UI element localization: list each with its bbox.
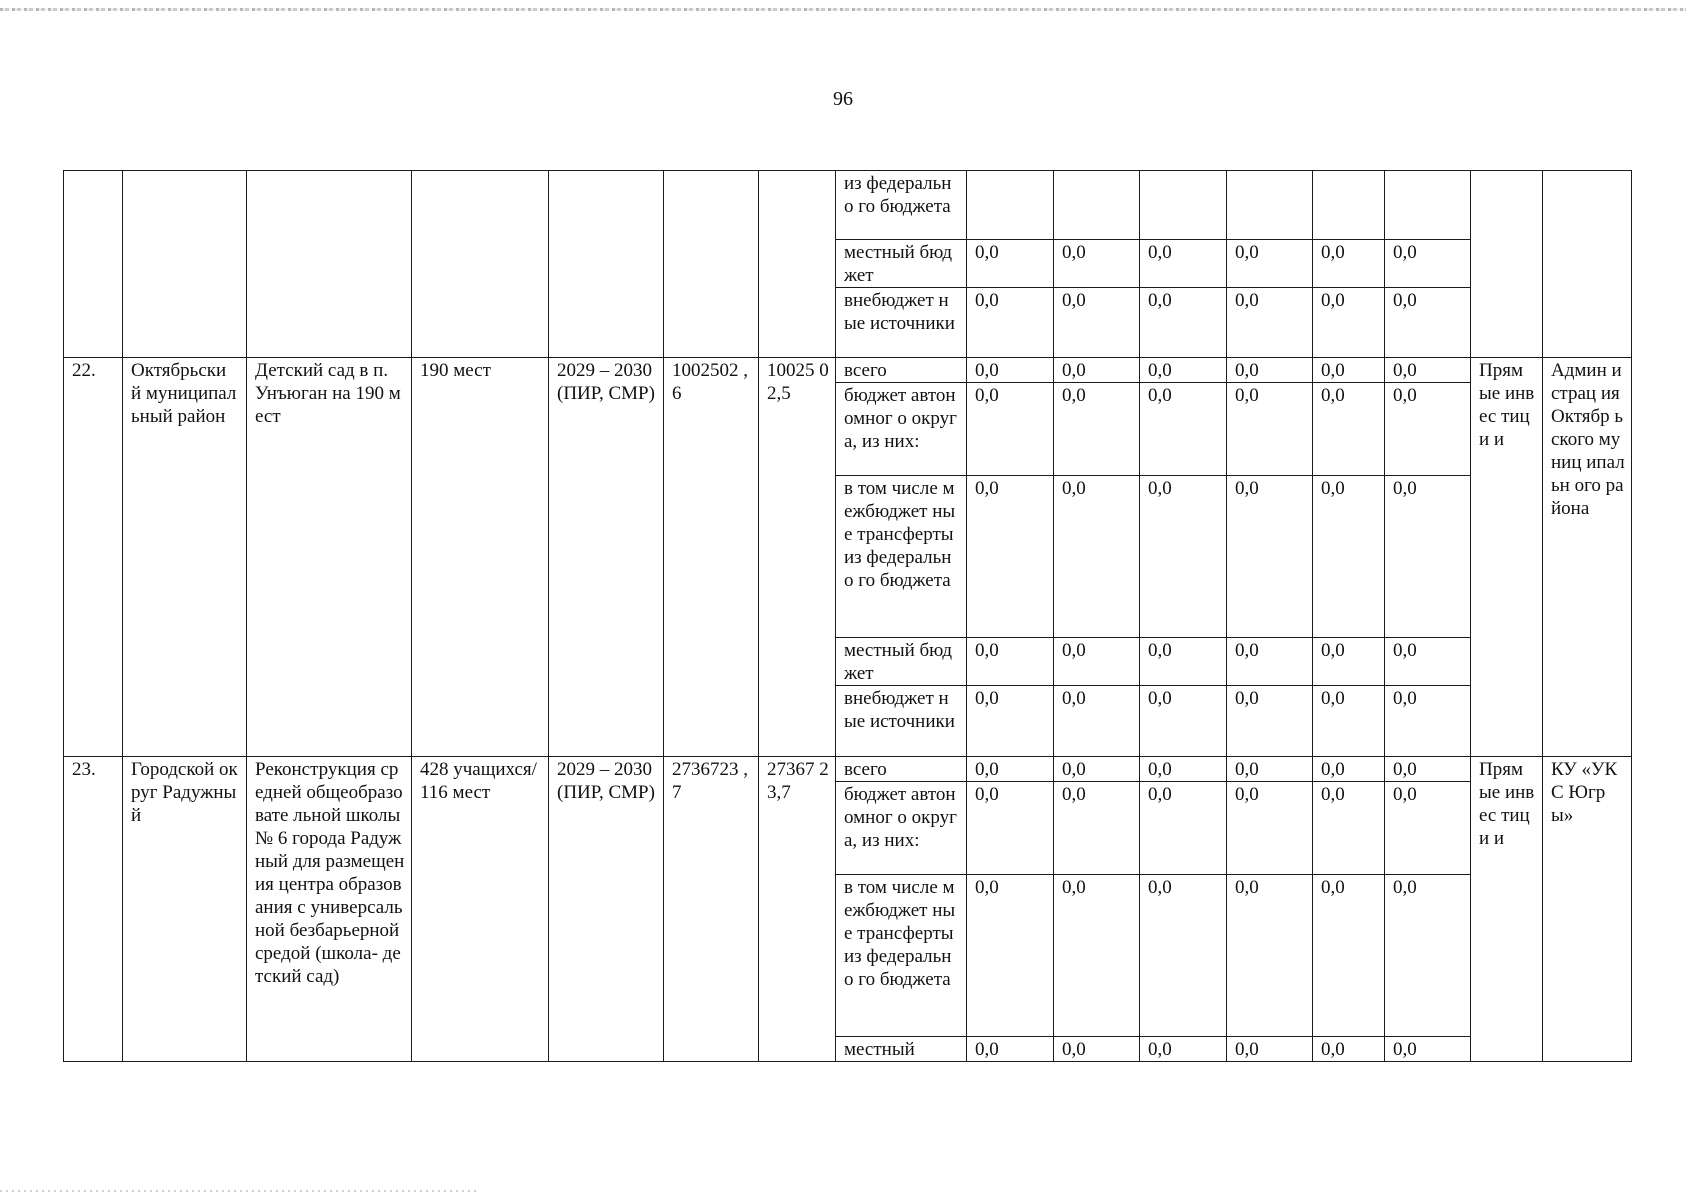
period-cell <box>549 171 664 358</box>
value-cell: 0,0 <box>1385 875 1471 1037</box>
value-cell: 0,0 <box>1140 240 1227 288</box>
value-cell: 0,0 <box>1227 476 1313 638</box>
value-cell: 0,0 <box>1054 288 1140 358</box>
value-cell: 0,0 <box>1140 875 1227 1037</box>
value-cell: 0,0 <box>1385 358 1471 383</box>
source-cell: внебюджет ные источники <box>836 288 967 358</box>
value-cell: 0,0 <box>1313 358 1385 383</box>
value-cell: 0,0 <box>1227 686 1313 757</box>
source-cell: бюджет автономног о округа, из них: <box>836 782 967 875</box>
value-cell: 0,0 <box>1313 875 1385 1037</box>
value-cell: 0,0 <box>1313 383 1385 476</box>
value-cell: 0,0 <box>1227 288 1313 358</box>
value-cell <box>1140 171 1227 240</box>
value-cell: 0,0 <box>967 240 1054 288</box>
value-cell: 0,0 <box>1140 383 1227 476</box>
mechanism-cell: Прям ые инвес тици и <box>1471 358 1543 757</box>
value-cell: 0,0 <box>1313 476 1385 638</box>
value-cell: 0,0 <box>1054 1037 1140 1062</box>
value-cell <box>1227 171 1313 240</box>
source-cell: всего <box>836 358 967 383</box>
value-cell: 0,0 <box>967 638 1054 686</box>
value-cell: 0,0 <box>1227 782 1313 875</box>
value-cell: 0,0 <box>967 383 1054 476</box>
value-cell <box>967 171 1054 240</box>
cost-cell: 1002502 ,6 <box>664 358 759 757</box>
cost-cell <box>664 171 759 358</box>
value-cell: 0,0 <box>967 782 1054 875</box>
source-cell: из федерально го бюджета <box>836 171 967 240</box>
scan-artifact-top <box>0 8 1686 11</box>
value-cell <box>1313 171 1385 240</box>
period-cell: 2029 – 2030 (ПИР, СМР) <box>549 757 664 1062</box>
capacity-cell: 428 учащихся/ 116 мест <box>412 757 549 1062</box>
value-cell: 0,0 <box>1385 757 1471 782</box>
number-cell <box>64 171 123 358</box>
object-cell: Детский сад в п. Унъюган на 190 мест <box>247 358 412 757</box>
object-cell <box>247 171 412 358</box>
source-cell: внебюджет ные источники <box>836 686 967 757</box>
value-cell: 0,0 <box>1227 1037 1313 1062</box>
value-cell: 0,0 <box>967 358 1054 383</box>
value-cell: 0,0 <box>1385 1037 1471 1062</box>
table-row <box>64 757 1632 782</box>
value-cell: 0,0 <box>1385 476 1471 638</box>
value-cell: 0,0 <box>1054 686 1140 757</box>
value-cell: 0,0 <box>1140 686 1227 757</box>
value-cell: 0,0 <box>1140 1037 1227 1062</box>
scan-artifact-bottom <box>0 1190 480 1192</box>
responsible-cell: Админ истрац ия Октябр ьского муниц ипальн ого района <box>1543 358 1632 757</box>
value-cell: 0,0 <box>1385 240 1471 288</box>
table-row <box>64 358 1632 383</box>
capacity-cell <box>412 171 549 358</box>
value-cell: 0,0 <box>1313 782 1385 875</box>
value-cell: 0,0 <box>1385 383 1471 476</box>
value-cell: 0,0 <box>967 288 1054 358</box>
value-cell: 0,0 <box>1227 240 1313 288</box>
value-cell: 0,0 <box>1140 757 1227 782</box>
value-cell: 0,0 <box>1054 757 1140 782</box>
value-cell: 0,0 <box>1054 638 1140 686</box>
source-cell: местный бюджет <box>836 240 967 288</box>
value-cell: 0,0 <box>967 476 1054 638</box>
value-cell: 0,0 <box>1385 686 1471 757</box>
value-cell: 0,0 <box>1385 638 1471 686</box>
value-cell: 0,0 <box>1054 476 1140 638</box>
cost-cell <box>759 171 836 358</box>
table-row <box>64 171 1632 240</box>
value-cell: 0,0 <box>1227 383 1313 476</box>
value-cell <box>1385 171 1471 240</box>
value-cell: 0,0 <box>1313 638 1385 686</box>
municipality-cell <box>123 171 247 358</box>
value-cell: 0,0 <box>1054 383 1140 476</box>
source-cell: в том числе межбюджет ные трансферты из федерально го бюджета <box>836 875 967 1037</box>
value-cell: 0,0 <box>1140 288 1227 358</box>
mechanism-cell: Прям ые инвес тици и <box>1471 757 1543 1062</box>
source-cell: в том числе межбюджет ные трансферты из федерально го бюджета <box>836 476 967 638</box>
value-cell: 0,0 <box>1385 782 1471 875</box>
investment-objects-table <box>63 170 1632 1062</box>
value-cell: 0,0 <box>1313 1037 1385 1062</box>
source-cell: бюджет автономног о округа, из них: <box>836 383 967 476</box>
municipality-cell: Городской округ Радужный <box>123 757 247 1062</box>
value-cell: 0,0 <box>1140 358 1227 383</box>
responsible-cell: КУ «УКС Югры» <box>1543 757 1632 1062</box>
value-cell: 0,0 <box>1313 686 1385 757</box>
responsible-cell <box>1543 171 1632 358</box>
value-cell: 0,0 <box>1140 782 1227 875</box>
source-cell: местный <box>836 1037 967 1062</box>
value-cell: 0,0 <box>1227 757 1313 782</box>
number-cell: 22. <box>64 358 123 757</box>
value-cell: 0,0 <box>967 875 1054 1037</box>
value-cell: 0,0 <box>1140 476 1227 638</box>
source-cell: местный бюджет <box>836 638 967 686</box>
source-cell: всего <box>836 757 967 782</box>
municipality-cell: Октябрьски й муниципал ьный район <box>123 358 247 757</box>
capacity-cell: 190 мест <box>412 358 549 757</box>
value-cell: 0,0 <box>1313 757 1385 782</box>
value-cell <box>1054 171 1140 240</box>
value-cell: 0,0 <box>1054 358 1140 383</box>
cost-cell: 2736723 ,7 <box>664 757 759 1062</box>
value-cell: 0,0 <box>1227 638 1313 686</box>
cost-cell: 10025 02,5 <box>759 358 836 757</box>
cost-cell: 27367 23,7 <box>759 757 836 1062</box>
value-cell: 0,0 <box>1054 875 1140 1037</box>
value-cell: 0,0 <box>1140 638 1227 686</box>
value-cell: 0,0 <box>1313 240 1385 288</box>
mechanism-cell <box>1471 171 1543 358</box>
value-cell: 0,0 <box>967 686 1054 757</box>
value-cell: 0,0 <box>967 757 1054 782</box>
value-cell: 0,0 <box>1227 358 1313 383</box>
value-cell: 0,0 <box>1385 288 1471 358</box>
object-cell: Реконструкция средней общеобразовате льной школы № 6 города Радужный для размещения центра образования с универсальной безбарьерной средой (школа- детский сад) <box>247 757 412 1062</box>
value-cell: 0,0 <box>1227 875 1313 1037</box>
period-cell: 2029 – 2030 (ПИР, СМР) <box>549 358 664 757</box>
value-cell: 0,0 <box>1313 288 1385 358</box>
value-cell: 0,0 <box>1054 782 1140 875</box>
value-cell: 0,0 <box>967 1037 1054 1062</box>
page-number: 96 <box>833 88 853 110</box>
number-cell: 23. <box>64 757 123 1062</box>
value-cell: 0,0 <box>1054 240 1140 288</box>
